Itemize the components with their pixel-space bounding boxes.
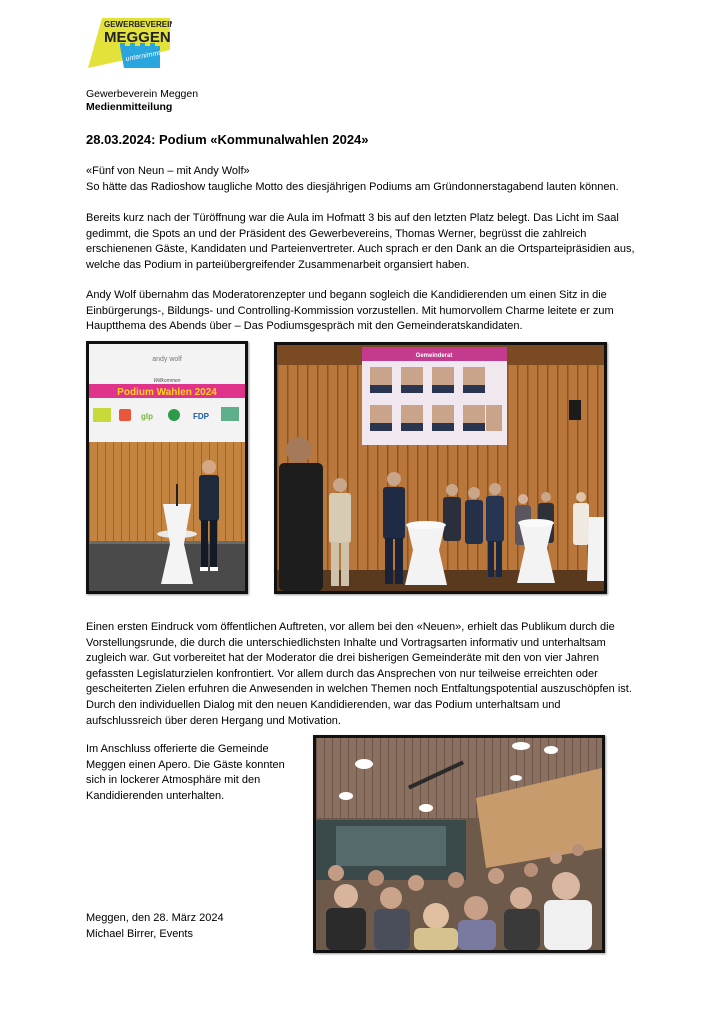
text-line: Meggen einen Apero. Die Gäste konnten bbox=[86, 758, 285, 771]
paragraph-apero bbox=[86, 742, 286, 804]
text-line: Vorstellungsrunde, die durch die unterschiedlichsten Inhalte und Vortragsarten informativ und unterhaltsam bbox=[86, 636, 606, 649]
paragraph-moderator bbox=[86, 288, 646, 335]
logo-line1: GEWERBEVEREIN bbox=[104, 20, 172, 29]
text-line: Andy Wolf übernahm das Moderatorenzepter und begann sogleich die Kandidierenden um einen Sitz in die bbox=[86, 289, 607, 301]
photo-moderator bbox=[86, 341, 248, 594]
screen-brand: andy wolf bbox=[152, 356, 182, 363]
text-line: aufschlussreich über deren Hergang und Motivation. bbox=[86, 714, 341, 727]
headline: 28.03.2024: Podium «Kommunalwahlen 2024» bbox=[86, 132, 369, 147]
text-line: Im Anschluss offerierte die Gemeinde bbox=[86, 743, 269, 755]
organization-name: Gewerbeverein Meggen bbox=[86, 88, 199, 100]
text-line: Durch den individuellen Dialog mit den neuen Kandidierenden, war das Podium unterhaltsam und bbox=[86, 698, 561, 711]
screen-header: Gemeinderat bbox=[415, 353, 453, 359]
screen-welcome: Willkommen bbox=[153, 378, 181, 384]
text-line: gefassten Legislaturzielen konfrontiert. Vor allem durch das Ansprechen von nur teilweise erreichten oder bbox=[86, 667, 598, 680]
party-fdp: FDP bbox=[193, 412, 209, 421]
text-line: Einbürgerungs-, Bildungs- und Controlling-Kommission vorzustellen. Mit humorvollem Charme leitete er zum bbox=[86, 304, 614, 317]
party-glp: glp bbox=[141, 412, 153, 421]
text-line: welche das Podium in parteiübergreifender Zusammenarbeit organsiert haben. bbox=[86, 258, 470, 271]
paragraph-intro bbox=[86, 164, 646, 195]
logo-line2: MEGGEN bbox=[104, 29, 171, 46]
gewerbeverein-logo bbox=[86, 16, 172, 70]
signature-author: Michael Birrer, Events bbox=[86, 927, 193, 940]
text-line: zugleich war. Gut vorbereitet hat der Moderator die drei bisherigen Gemeinderäte mit den von vier Jahren bbox=[86, 652, 599, 665]
text-line: erschienenen Gäste, Kandidaten und Parteienvertreter. Auch sprach er den Dank an die Ortsparteipräsidien aus, bbox=[86, 243, 635, 256]
text-line: «Fünf von Neun – mit Andy Wolf» bbox=[86, 165, 250, 177]
screen-title: Podium Wahlen 2024 bbox=[117, 387, 217, 398]
signature-place-date: Meggen, den 28. März 2024 bbox=[86, 912, 224, 924]
organization-block bbox=[86, 88, 198, 114]
photo-audience bbox=[313, 735, 605, 953]
logo-tagline: unternimmt bbox=[125, 49, 161, 63]
photo-panel bbox=[274, 342, 607, 594]
text-line: Bereits kurz nach der Türöffnung war die Aula im Hofmatt 3 bis auf den letzten Platz belegt. Das Licht im Saal bbox=[86, 212, 619, 224]
document-type: Medienmitteilung bbox=[86, 101, 173, 113]
text-line: Einen ersten Eindruck vom öffentlichen Auftreten, vor allem bei den «Neuen», erhielt das Publikum durch die bbox=[86, 621, 615, 633]
text-line: gedimmt, die Spots an und der Präsident des Gewerbevereins, Thomas Werner, begrüsst die zahlreich bbox=[86, 227, 587, 240]
text-line: Hauptthema des Abends über – Das Podiumsgespräch mit den Gemeinderatskandidaten. bbox=[86, 320, 523, 333]
text-line: sich in lockerer Atmosphäre mit den bbox=[86, 774, 261, 787]
paragraph-opening bbox=[86, 211, 646, 273]
text-line: gescheiterten Zielen erfuhren die Anwesenden in welchen Themen noch Entfaltungspotential auszuschöpfen ist. bbox=[86, 683, 632, 696]
paragraph-impression bbox=[86, 620, 651, 729]
signature-block bbox=[86, 911, 224, 942]
text-line: Kandidierenden unterhalten. bbox=[86, 789, 225, 802]
text-line: So hätte das Radioshow taugliche Motto des diesjährigen Podiums am Gründonnerstagabend lauten können. bbox=[86, 180, 619, 193]
